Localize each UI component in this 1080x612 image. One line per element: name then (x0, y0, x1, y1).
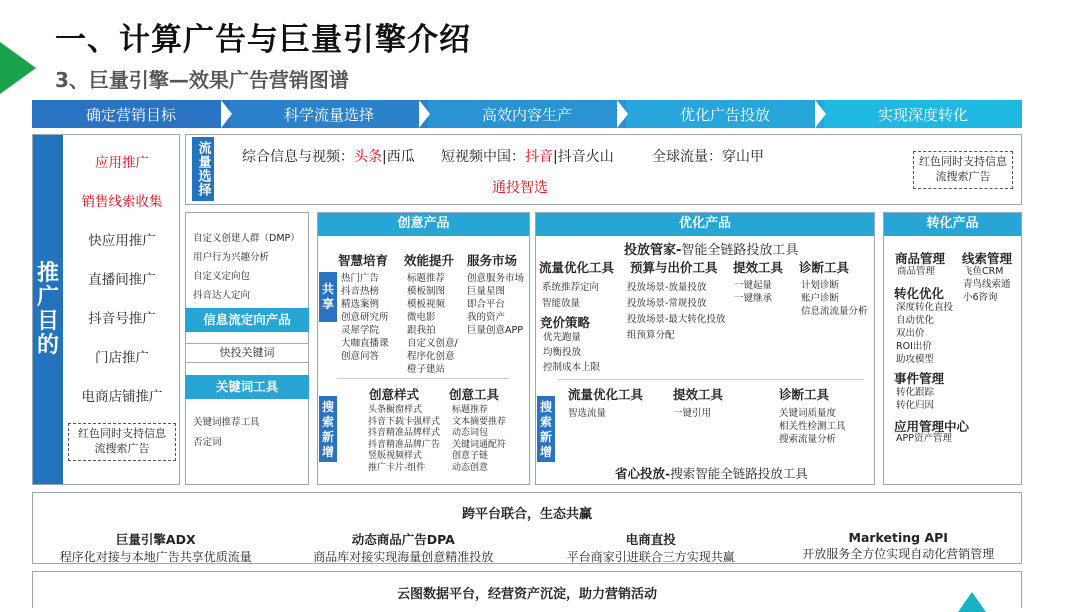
creative-item: 热门广告 (341, 273, 380, 284)
creative-style-list (368, 405, 440, 474)
opt-item: 账户诊断 (801, 293, 840, 304)
purpose-item: 直播间推广 (88, 272, 156, 288)
convert-g1-title: 商品管理 (895, 251, 946, 266)
convert-item: 青鸟线索通 (963, 279, 1011, 290)
platform-item-desc: 程序化对接与本地广告共享优质流量 (59, 550, 252, 564)
creative-tool-item: 标题推荐 (452, 405, 489, 415)
page-subtitle: 3、巨量引擎—效果广告营销图谱 (55, 68, 349, 92)
traffic-label: 流量选择 (192, 137, 214, 201)
platform-item (280, 530, 528, 565)
platform-item-desc: 开放服务全方位实现自动化营销管理 (802, 547, 995, 561)
platform-title: 跨平台联合，生态共赢 (461, 507, 592, 522)
optimize-header: 优化产品 (536, 213, 874, 236)
creative-col2-list (407, 272, 465, 376)
purpose-item: 门店推广 (95, 350, 149, 366)
creative-item: 精选案例 (341, 299, 380, 310)
creative-style-title: 创意样式 (369, 387, 420, 402)
page-title: 一、计算广告与巨量引擎介绍 (55, 22, 471, 58)
traffic-global: 全球流量：穿山甲 (652, 149, 764, 165)
opt-s1-title: 流量优化工具 (568, 387, 644, 402)
targeting-item: 自定义创建人群（DMP） (193, 233, 300, 244)
creative-item: 模板制图 (407, 286, 446, 297)
creative-item: 标题推荐 (407, 273, 446, 284)
purpose-item: 电商店铺推广 (81, 389, 163, 405)
purpose-item: 销售线索收集 (81, 194, 163, 210)
convert-item: 双出价 (896, 328, 925, 339)
opt-item: 系统推荐定向 (542, 282, 600, 293)
convert-item: 深度转化直投 (896, 302, 954, 313)
footer-name: 省心投放- (615, 466, 671, 481)
convert-item: 自动优化 (896, 315, 935, 326)
platform-item-name: 巨量引擎ADX (115, 532, 196, 547)
opt-c2-title: 预算与出价工具 (630, 260, 718, 275)
targeting-item: 自定义定向包 (193, 271, 251, 282)
opt-item: 信息流流量分析 (801, 306, 868, 317)
opt-c3-list (734, 279, 772, 305)
convert-g4-list (896, 386, 934, 412)
creative-tool-item: 关键词通配符 (452, 439, 507, 450)
creative-item: 灵犀学院 (341, 325, 380, 336)
targeting-list (193, 229, 300, 305)
opt-item: 一键起量 (734, 280, 773, 291)
creative-item: 创意服务市场 (467, 273, 525, 284)
traffic-general: 综合信息与视频：头条|西瓜 (242, 149, 415, 165)
creative-tool-item: 动态词包 (452, 428, 489, 438)
platform-item-desc: 平台商家引进联合三方实现共赢 (566, 550, 735, 564)
convert-g5-title: 应用管理中心 (894, 419, 970, 434)
convert-g5-list (896, 432, 952, 445)
platform-items (32, 530, 1022, 565)
creative-item: 大咖直播课 (341, 338, 389, 349)
purpose-item: 应用推广 (95, 155, 149, 171)
green-triangle-decor (0, 42, 36, 94)
opt-item: 投放场景-放量投放 (627, 282, 707, 293)
creative-style-item: 头条橱窗样式 (368, 405, 423, 415)
convert-g4-title: 事件管理 (894, 371, 945, 386)
convert-item: 转化归因 (896, 400, 935, 411)
traffic-smart: 通投智选 (492, 180, 548, 196)
keyword-tool-header: 关键词工具 (185, 375, 309, 399)
stage-chevron (419, 100, 430, 128)
opt-bid-title: 竞价策略 (540, 315, 591, 330)
creative-divider (337, 378, 510, 379)
stage-bar (32, 100, 1022, 128)
creative-item: 抖音热榜 (341, 286, 380, 297)
convert-g3-list (896, 301, 953, 366)
opt-search-item: 关键词质量度 (779, 408, 837, 419)
creative-tool-title: 创意工具 (449, 387, 500, 402)
creative-item: 微电影 (407, 312, 436, 323)
stage-3: 高效内容生产 (428, 100, 626, 128)
purpose-item: 抖音号推广 (88, 311, 156, 327)
creative-style-item: 抖音下载卡强样式 (368, 416, 441, 427)
creative-col2-title: 效能提升 (404, 253, 455, 268)
convert-item: 助攻模型 (896, 354, 935, 365)
traffic-panel (185, 134, 1022, 205)
optimize-footer (615, 464, 808, 482)
targeting-item: 抖音达人定向 (193, 290, 251, 301)
creative-item: 巨量创意APP (467, 325, 523, 336)
convert-header: 转化产品 (884, 213, 1021, 236)
targeting-header: 信息流定向产品 (185, 308, 309, 332)
platform-item (527, 530, 775, 565)
keyword-item: 否定词 (193, 437, 222, 448)
platform-item (775, 530, 1023, 565)
convert-item: ROI出价 (896, 341, 932, 352)
purpose-item: 快应用推广 (88, 233, 156, 249)
stage-chevron (815, 100, 826, 128)
creative-item: 巨量星图 (467, 286, 506, 297)
opt-search-item: 搜索流量分析 (779, 434, 837, 445)
convert-item: 小6咨询 (963, 292, 998, 303)
opt-item: 投放场景-最大转化投放 (627, 314, 726, 325)
purpose-list (65, 135, 179, 417)
opt-c1-list (542, 280, 599, 312)
optimize-search-side: 搜 索 新 增 (537, 396, 555, 462)
stage-chevron (221, 100, 232, 128)
opt-c2-list (627, 280, 725, 344)
opt-c4-list (801, 279, 868, 318)
platform-item (32, 530, 280, 565)
creative-col3-list (467, 272, 524, 337)
quick-keyword-button: 快投关键词 (185, 343, 309, 363)
opt-item: 智能放量 (542, 298, 581, 309)
creative-item: 橙子建站 (407, 364, 446, 375)
creative-tool-item: 创意子链 (452, 451, 489, 461)
creative-item: 即合平台 (467, 299, 506, 310)
traffic-short-video: 短视频中国：抖音|抖音火山 (441, 149, 614, 165)
convert-item: 商品管理 (897, 266, 936, 277)
creative-share-side: 共 享 (319, 272, 337, 322)
keyword-item: 关键词推荐工具 (193, 417, 260, 428)
opt-s3-title: 诊断工具 (779, 387, 830, 402)
creative-tool-item: 动态创意 (452, 462, 489, 473)
stage-5: 实现深度转化 (824, 100, 1022, 128)
opt-s1-list (568, 407, 606, 420)
opt-c4-title: 诊断工具 (799, 260, 850, 275)
opt-item: 组预算分配 (627, 330, 675, 341)
creative-item: 创意研究所 (341, 312, 389, 323)
keyword-tool-list (193, 413, 260, 453)
convert-g1-list (897, 265, 935, 278)
creative-col1-list (341, 272, 389, 363)
purpose-label: 推 广 目 的 (33, 135, 63, 484)
opt-search-item: 相关性检测工具 (779, 421, 846, 432)
creative-col1-title: 智慧培育 (338, 253, 389, 268)
manager-desc: 智能全链路投放工具 (681, 243, 799, 258)
creative-style-item: 竖版视频样式 (368, 451, 423, 461)
opt-bid-item: 控制成本上限 (543, 362, 601, 373)
creative-item: 跟我拍 (407, 325, 436, 336)
stage-1: 确定营销目标 (32, 100, 230, 128)
creative-style-item: 推广卡片-组件 (368, 462, 426, 473)
creative-search-side: 搜 索 新 增 (319, 396, 337, 462)
opt-s2-title: 提效工具 (673, 387, 724, 402)
opt-item: 一键继承 (734, 293, 773, 304)
opt-s3-list (779, 407, 846, 446)
stage-2: 科学流量选择 (230, 100, 428, 128)
manager-name: 投放管家- (624, 243, 682, 258)
creative-style-item: 抖音精准品牌样式 (368, 428, 441, 438)
creative-item: 模板视频 (407, 299, 446, 310)
stage-4: 优化广告投放 (626, 100, 824, 128)
convert-item: 飞鱼CRM (963, 266, 1004, 277)
opt-s2-list (673, 407, 711, 420)
creative-tool-item: 文本摘要推荐 (452, 416, 507, 427)
optimize-manager (624, 239, 798, 258)
convert-g3-title: 转化优化 (894, 286, 945, 301)
creative-style-item: 抖音精准品牌广告 (368, 439, 441, 450)
platform-item-name: Marketing API (848, 530, 948, 545)
creative-col3-title: 服务市场 (467, 253, 518, 268)
creative-header: 创意产品 (318, 213, 529, 236)
opt-search-item: 智选流量 (568, 408, 607, 419)
optimize-divider (558, 379, 864, 380)
convert-g2-list (963, 265, 1011, 304)
creative-item: 我的资产 (467, 312, 506, 323)
platform-item-desc: 商品库对接实现海量创意精准投放 (313, 550, 494, 564)
opt-bid-item: 优先跑量 (543, 332, 582, 343)
creative-item: 自定义创意/程序化创意 (407, 338, 458, 362)
purpose-note: 红色同时支持信息流搜索广告 (68, 423, 176, 461)
creative-item: 创意问答 (341, 351, 380, 362)
opt-bid-list (543, 330, 600, 375)
opt-item: 计划诊断 (801, 280, 840, 291)
creative-tool-list (452, 405, 506, 474)
opt-c1-title: 流量优化工具 (539, 260, 615, 275)
opt-item: 投放场景-常规投放 (627, 298, 707, 309)
stage-chevron (617, 100, 628, 128)
teal-triangle-decor (958, 592, 986, 612)
convert-g2-title: 线索管理 (962, 251, 1013, 266)
platform-item-name: 电商直投 (625, 532, 676, 547)
footer-desc: 搜索智能全链路投放工具 (670, 466, 808, 481)
opt-search-item: 一键引用 (673, 408, 712, 419)
convert-item: 转化跟踪 (896, 387, 935, 398)
convert-item: APP资产管理 (896, 433, 952, 444)
traffic-note: 红色同时支持信息流搜索广告 (913, 151, 1013, 189)
cloud-title: 云图数据平台，经营资产沉淀，助力营销活动 (396, 587, 657, 602)
platform-item-name: 动态商品广告DPA (351, 532, 455, 547)
targeting-item: 用户行为兴趣分析 (193, 252, 270, 263)
opt-c3-title: 提效工具 (733, 260, 784, 275)
opt-bid-item: 均衡投放 (543, 347, 582, 358)
